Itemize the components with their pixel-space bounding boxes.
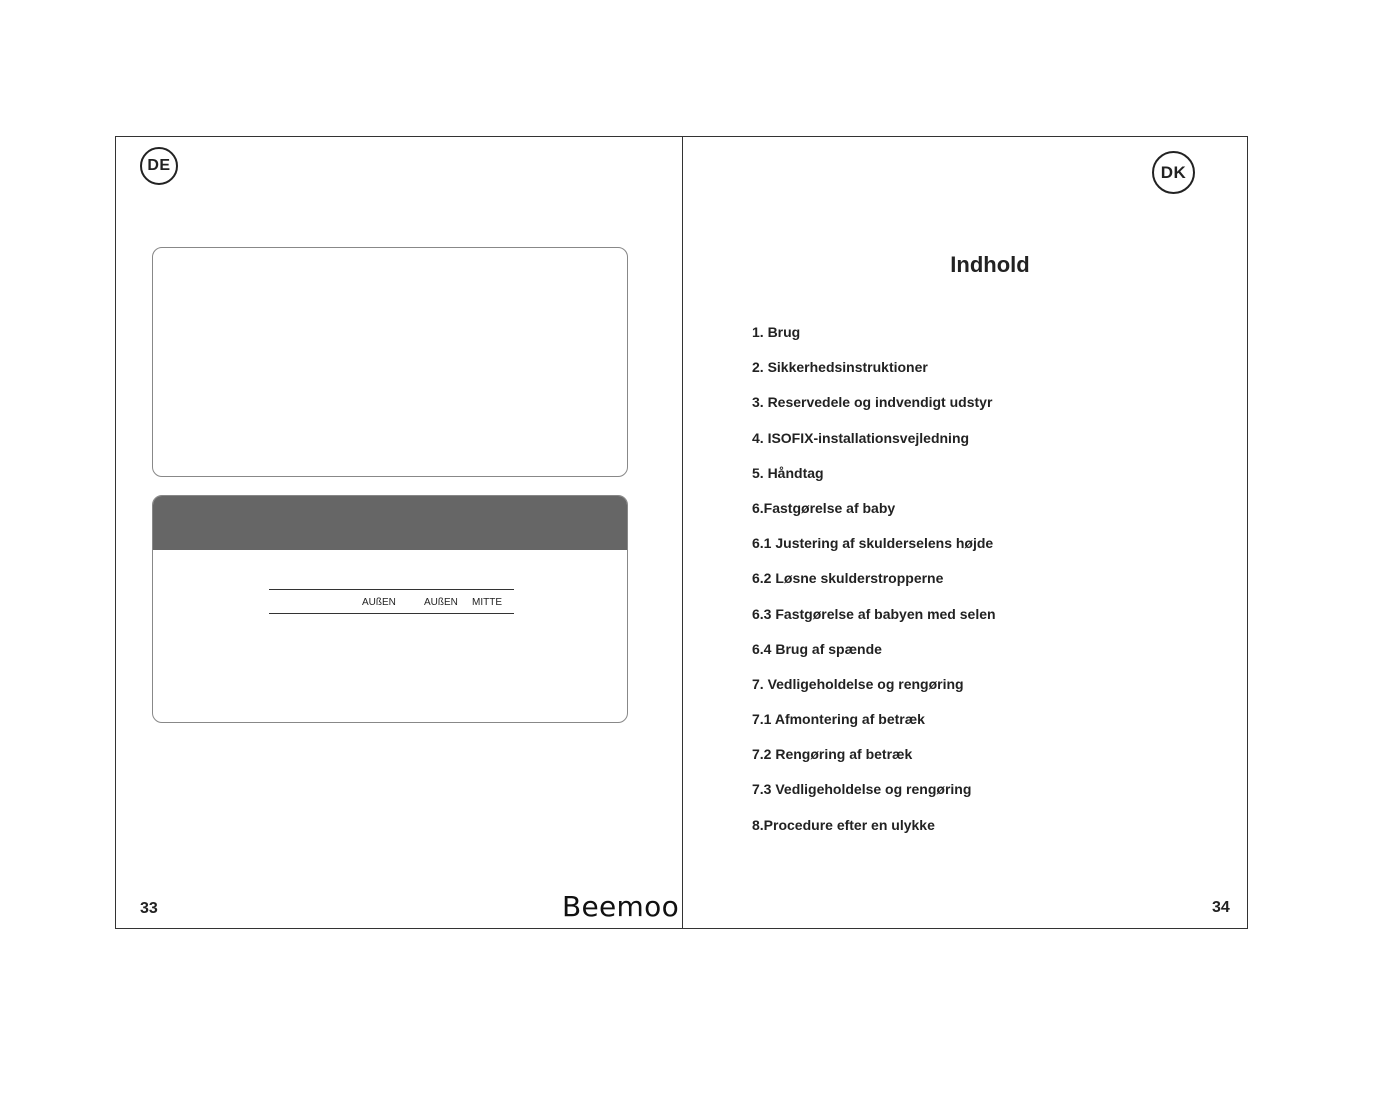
toc-item[interactable]: 7.1 Afmontering af betræk [752, 711, 925, 728]
toc-item[interactable]: 7.3 Vedligeholdelse og rengøring [752, 781, 972, 798]
toc-item[interactable]: 7.2 Rengøring af betræk [752, 746, 913, 763]
toc-item[interactable]: 1. Brug [752, 324, 801, 340]
language-badge-de: DE [140, 147, 178, 185]
page-divider [682, 136, 683, 929]
toc-item[interactable]: 6.2 Løsne skulderstropperne [752, 570, 944, 587]
toc-item[interactable]: 7. Vedligeholdelse og rengøring [752, 675, 964, 692]
position-table [269, 589, 514, 614]
page-number-right: 34 [1212, 899, 1230, 916]
table-header-cell: AUßEN [424, 597, 458, 608]
toc-item[interactable]: 6.1 Justering af skulderselens højde [752, 535, 994, 552]
toc-item[interactable]: 8.Procedure efter en ulykke [752, 816, 935, 833]
brand-logo: Beemoo [562, 890, 679, 923]
toc-title: Indhold [950, 252, 1030, 277]
page-number-left: 33 [140, 900, 158, 917]
language-badge-dk: DK [1152, 151, 1195, 194]
toc-item[interactable]: 4. ISOFIX-installationsvejledning [752, 429, 970, 446]
table-of-contents [752, 324, 996, 852]
toc-item[interactable]: 3. Reservedele og indvendigt udstyr [752, 394, 993, 411]
toc-item[interactable]: 6.Fastgørelse af baby [752, 499, 896, 516]
toc-item[interactable]: 6.3 Fastgørelse af babyen med selen [752, 605, 996, 622]
box-header-band [153, 496, 627, 550]
toc-item[interactable]: 6.4 Brug af spænde [752, 640, 882, 657]
toc-item[interactable]: 5. Håndtag [752, 464, 824, 481]
content-box-top [152, 247, 628, 477]
content-box-bottom [152, 495, 628, 723]
table-header-cell: AUßEN [362, 597, 396, 608]
toc-item[interactable]: 2. Sikkerhedsinstruktioner [752, 359, 928, 376]
table-header-cell: MITTE [472, 597, 502, 608]
